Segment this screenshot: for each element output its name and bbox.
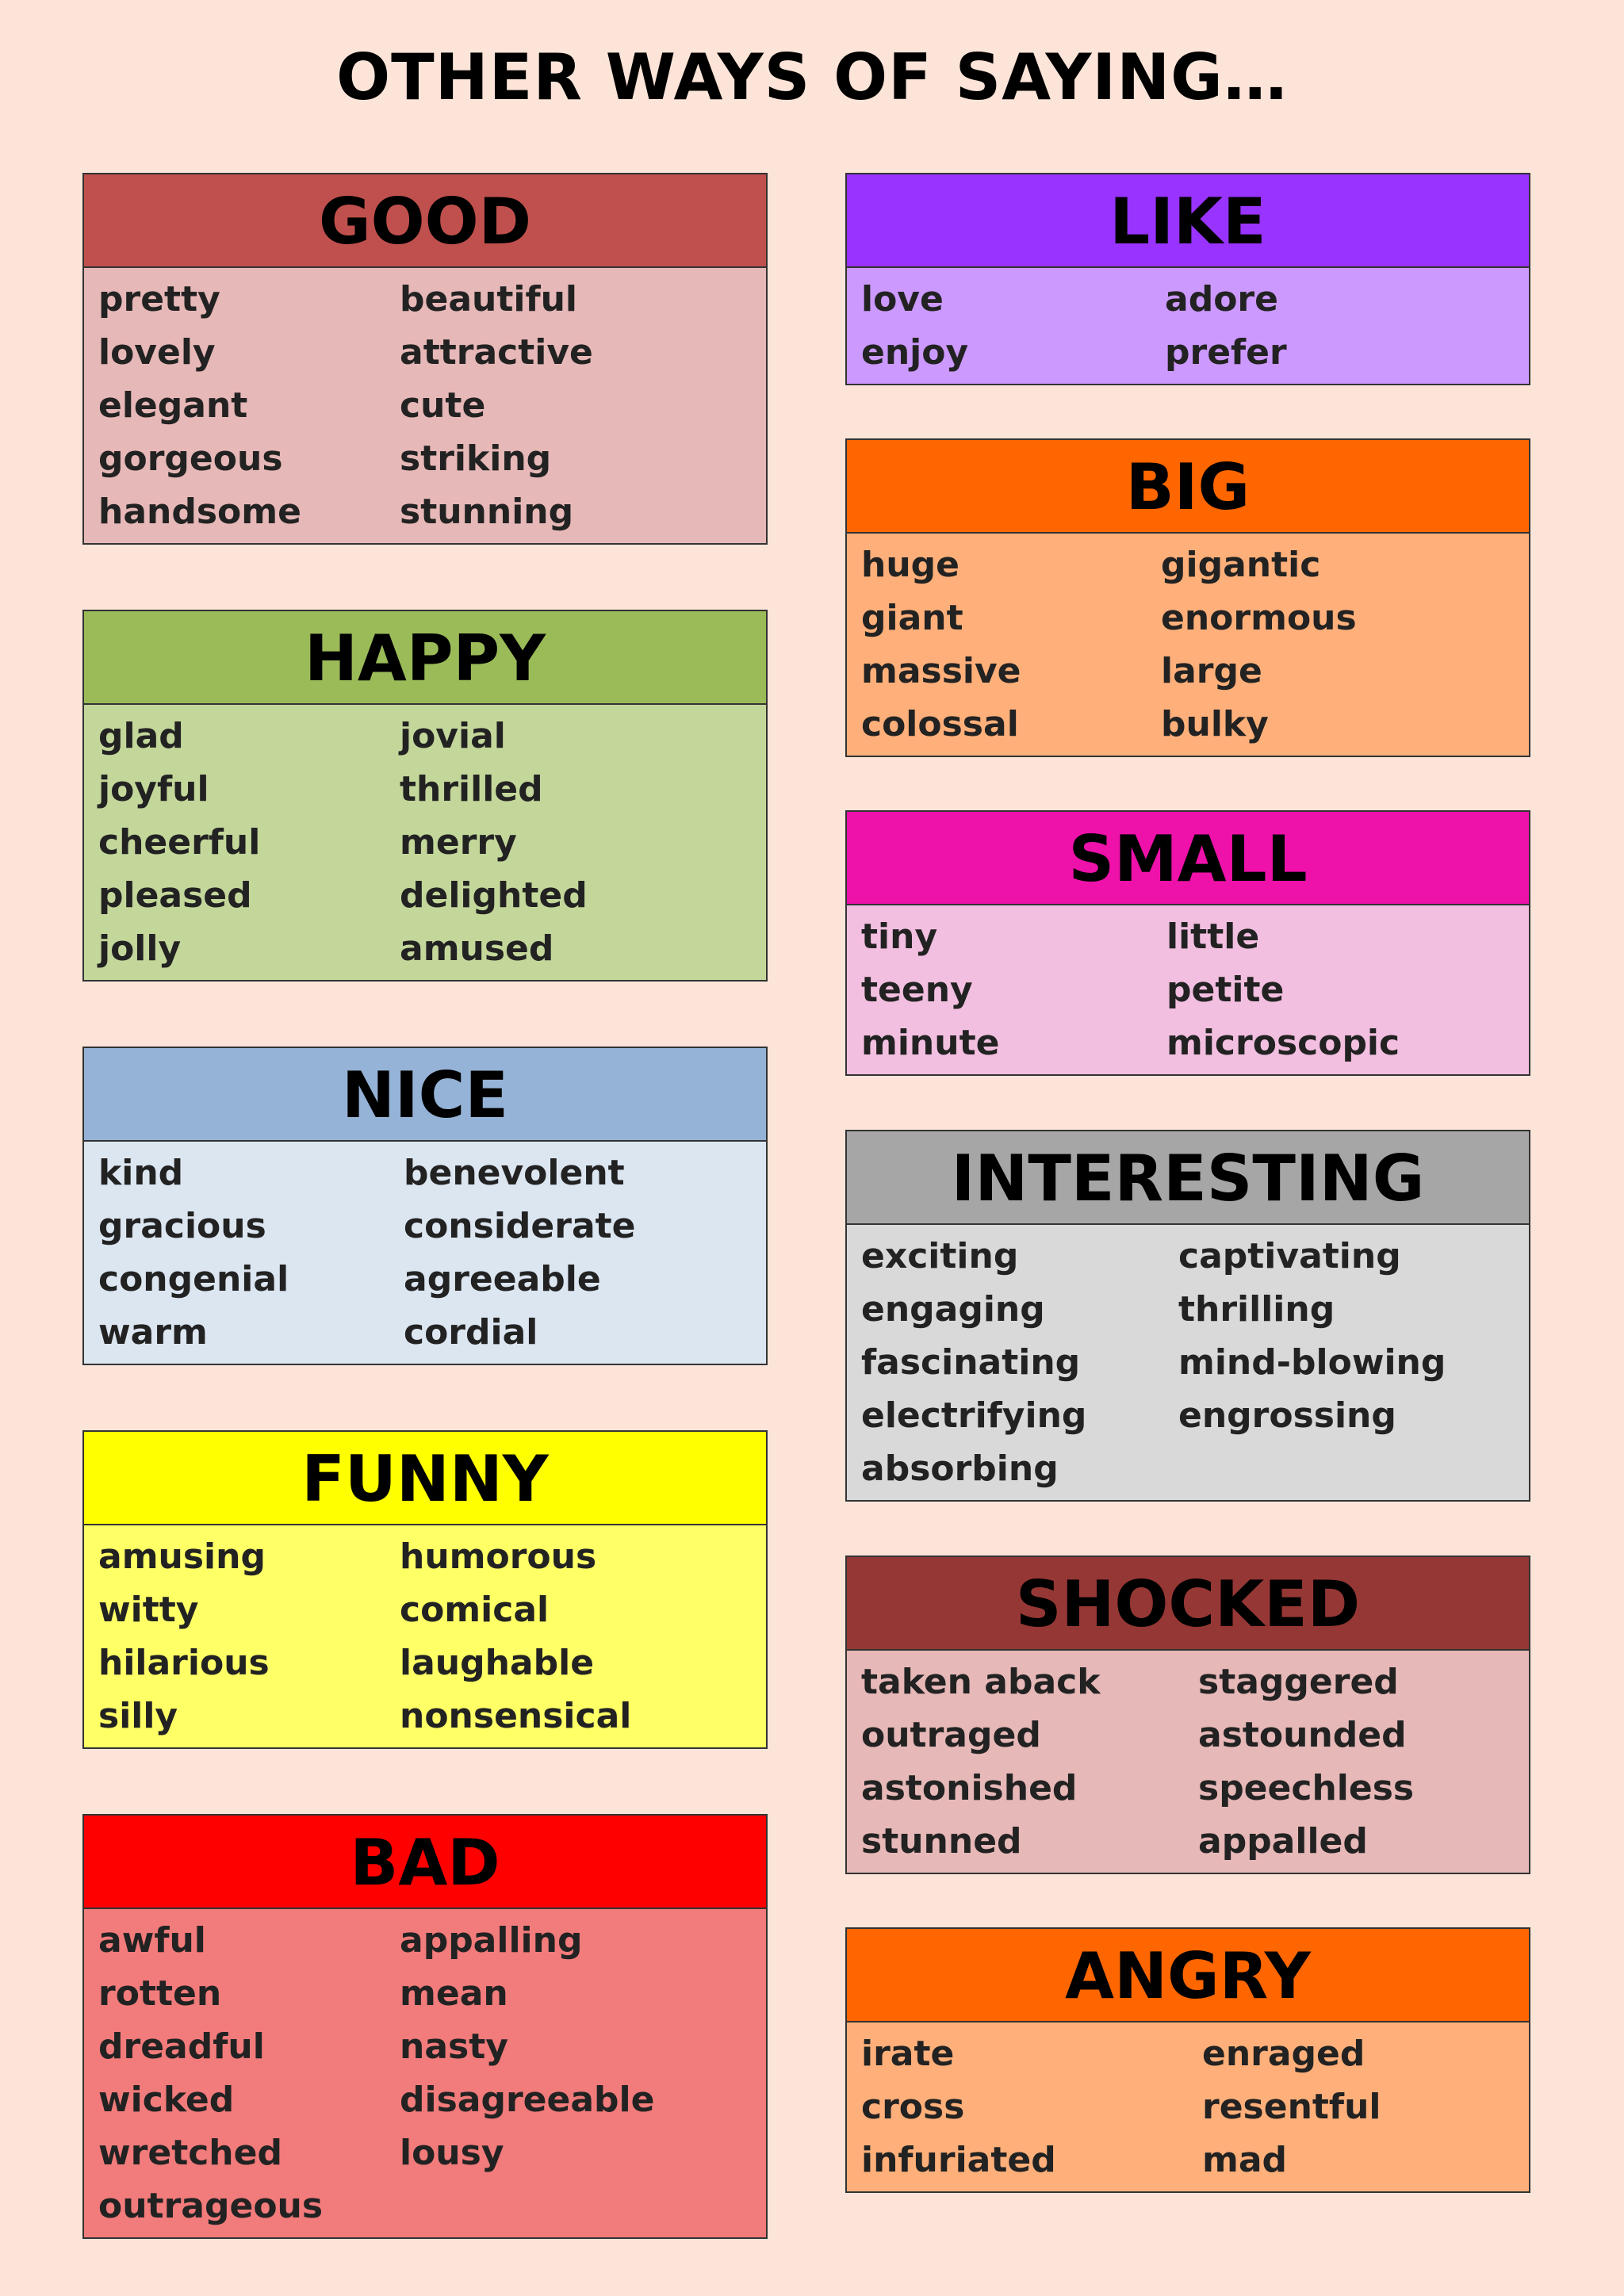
word-row bbox=[98, 869, 766, 922]
word-row bbox=[98, 1967, 766, 2020]
synonym-word: pleased bbox=[98, 874, 252, 916]
synonym-word: colossal bbox=[861, 703, 1019, 744]
card-interesting bbox=[845, 1130, 1530, 1502]
synonym-word: outraged bbox=[861, 1714, 1041, 1755]
word-row bbox=[98, 1583, 766, 1636]
synonym-word: lousy bbox=[400, 2132, 504, 2173]
synonym-word: benevolent bbox=[404, 1152, 625, 1193]
word-row bbox=[861, 2027, 1529, 2080]
card-heading-big: BIG bbox=[847, 440, 1529, 534]
synonym-word: hilarious bbox=[98, 1642, 270, 1683]
word-row bbox=[861, 1815, 1529, 1868]
card-body-shocked bbox=[847, 1651, 1529, 1873]
synonym-word: huge bbox=[861, 544, 959, 585]
word-row bbox=[861, 591, 1529, 645]
card-nice bbox=[82, 1047, 768, 1365]
synonym-word: beautiful bbox=[400, 278, 578, 320]
word-row bbox=[98, 379, 766, 432]
synonym-word: considerate bbox=[404, 1205, 636, 1246]
synonym-word: glad bbox=[98, 715, 184, 756]
synonym-word: attractive bbox=[400, 331, 593, 373]
synonym-word: wicked bbox=[98, 2079, 235, 2120]
synonym-word: awful bbox=[98, 1919, 206, 1961]
synonym-word: giant bbox=[861, 597, 963, 638]
synonym-word: petite bbox=[1166, 969, 1285, 1010]
card-body-happy bbox=[84, 705, 766, 980]
synonym-word: gracious bbox=[98, 1205, 266, 1246]
synonym-word: prefer bbox=[1165, 331, 1287, 373]
word-row bbox=[98, 710, 766, 763]
word-row bbox=[861, 1336, 1529, 1389]
card-happy bbox=[82, 610, 768, 982]
word-row bbox=[98, 1530, 766, 1583]
synonym-word: bulky bbox=[1161, 703, 1269, 744]
synonym-word: mean bbox=[400, 1973, 508, 2014]
word-row bbox=[98, 1146, 766, 1200]
card-heading-good: GOOD bbox=[84, 174, 766, 268]
word-row bbox=[98, 2020, 766, 2073]
card-heading-happy: HAPPY bbox=[84, 611, 766, 705]
synonym-word: disagreeable bbox=[400, 2079, 655, 2120]
word-row bbox=[861, 645, 1529, 698]
synonym-word: kind bbox=[98, 1152, 184, 1193]
word-row bbox=[861, 698, 1529, 751]
synonym-word: jolly bbox=[98, 928, 182, 969]
word-row bbox=[98, 2179, 766, 2233]
synonym-word: fascinating bbox=[861, 1341, 1081, 1383]
synonym-word: exciting bbox=[861, 1235, 1019, 1276]
synonym-word: large bbox=[1161, 650, 1262, 691]
synonym-word: silly bbox=[98, 1695, 178, 1736]
word-row bbox=[98, 2073, 766, 2126]
synonym-word: absorbing bbox=[861, 1448, 1059, 1489]
synonym-word: handsome bbox=[98, 491, 301, 532]
card-body-big bbox=[847, 534, 1529, 756]
synonym-word: agreeable bbox=[404, 1258, 601, 1299]
synonym-word: love bbox=[861, 278, 944, 320]
card-body-small bbox=[847, 905, 1529, 1074]
word-row bbox=[861, 2080, 1529, 2133]
synonym-word: appalling bbox=[400, 1919, 583, 1961]
card-body-funny bbox=[84, 1525, 766, 1747]
synonym-word: nasty bbox=[400, 2026, 508, 2067]
synonym-word: stunned bbox=[861, 1820, 1022, 1862]
synonym-word: adore bbox=[1165, 278, 1278, 320]
card-small bbox=[845, 810, 1530, 1076]
synonym-word: astounded bbox=[1198, 1714, 1407, 1755]
word-row bbox=[861, 1230, 1529, 1283]
synonym-word: massive bbox=[861, 650, 1021, 691]
card-good bbox=[82, 173, 768, 545]
synonym-word: enraged bbox=[1202, 2033, 1365, 2074]
card-heading-interesting: INTERESTING bbox=[847, 1131, 1529, 1225]
synonym-word: joyful bbox=[98, 768, 209, 809]
synonym-word: minute bbox=[861, 1022, 1000, 1063]
card-body-angry bbox=[847, 2022, 1529, 2191]
word-row bbox=[861, 1762, 1529, 1815]
synonym-word: humorous bbox=[400, 1536, 597, 1577]
word-row bbox=[98, 816, 766, 869]
synonym-word: teeny bbox=[861, 969, 973, 1010]
card-big bbox=[845, 438, 1530, 757]
synonym-word: appalled bbox=[1198, 1820, 1368, 1862]
synonym-word: mind-blowing bbox=[1178, 1341, 1446, 1383]
card-heading-like: LIKE bbox=[847, 174, 1529, 268]
card-angry bbox=[845, 1927, 1530, 2193]
page-title: OTHER WAYS OF SAYING… bbox=[336, 40, 1288, 114]
synonym-word: merry bbox=[400, 821, 517, 863]
synonym-word: thrilling bbox=[1178, 1288, 1335, 1330]
synonym-word: enormous bbox=[1161, 597, 1357, 638]
synonym-word: resentful bbox=[1202, 2086, 1381, 2127]
card-heading-angry: ANGRY bbox=[847, 1929, 1529, 2022]
card-bad bbox=[82, 1814, 768, 2239]
word-row bbox=[861, 910, 1529, 963]
synonym-word: mad bbox=[1202, 2139, 1288, 2180]
word-row bbox=[861, 1709, 1529, 1762]
synonym-word: thrilled bbox=[400, 768, 543, 809]
synonym-word: staggered bbox=[1198, 1661, 1399, 1702]
word-row bbox=[98, 273, 766, 326]
card-heading-small: SMALL bbox=[847, 812, 1529, 905]
synonym-word: nonsensical bbox=[400, 1695, 632, 1736]
word-row bbox=[861, 2133, 1529, 2187]
card-shocked bbox=[845, 1556, 1530, 1874]
word-row bbox=[861, 1655, 1529, 1709]
synonym-word: astonished bbox=[861, 1767, 1078, 1808]
synonym-word: delighted bbox=[400, 874, 588, 916]
word-row bbox=[98, 1200, 766, 1253]
synonym-word: captivating bbox=[1178, 1235, 1401, 1276]
synonym-word: infuriated bbox=[861, 2139, 1056, 2180]
synonym-word: comical bbox=[400, 1589, 550, 1630]
word-row bbox=[98, 432, 766, 485]
card-body-like bbox=[847, 268, 1529, 384]
synonym-word: amusing bbox=[98, 1536, 266, 1577]
word-row bbox=[861, 1389, 1529, 1442]
synonym-word: warm bbox=[98, 1311, 208, 1353]
card-body-good bbox=[84, 268, 766, 543]
synonym-word: stunning bbox=[400, 491, 574, 532]
synonym-word: rotten bbox=[98, 1973, 222, 2014]
word-row bbox=[98, 1253, 766, 1306]
word-row bbox=[861, 538, 1529, 591]
synonym-word: engrossing bbox=[1178, 1395, 1396, 1436]
synonym-word: tiny bbox=[861, 916, 938, 957]
synonym-word: dreadful bbox=[98, 2026, 265, 2067]
synonym-word: speechless bbox=[1198, 1767, 1415, 1808]
synonym-word: elegant bbox=[98, 385, 248, 426]
synonym-word: witty bbox=[98, 1589, 199, 1630]
word-row bbox=[861, 273, 1529, 326]
word-row bbox=[98, 2126, 766, 2179]
synonym-word: enjoy bbox=[861, 331, 969, 373]
word-row bbox=[98, 1636, 766, 1689]
synonym-word: little bbox=[1166, 916, 1260, 957]
synonym-word: striking bbox=[400, 438, 552, 479]
word-row bbox=[98, 1306, 766, 1359]
synonym-word: amused bbox=[400, 928, 554, 969]
word-row bbox=[861, 1283, 1529, 1336]
word-row bbox=[98, 763, 766, 816]
synonym-word: engaging bbox=[861, 1288, 1045, 1330]
synonym-word: wretched bbox=[98, 2132, 282, 2173]
synonym-word: outrageous bbox=[98, 2185, 324, 2226]
card-funny bbox=[82, 1430, 768, 1749]
synonym-word: cross bbox=[861, 2086, 965, 2127]
word-row bbox=[98, 1914, 766, 1967]
card-heading-nice: NICE bbox=[84, 1048, 766, 1142]
synonym-word: laughable bbox=[400, 1642, 595, 1683]
card-like bbox=[845, 173, 1530, 385]
synonym-word: microscopic bbox=[1166, 1022, 1400, 1063]
card-heading-bad: BAD bbox=[84, 1816, 766, 1909]
synonym-word: lovely bbox=[98, 331, 216, 373]
synonym-word: cordial bbox=[404, 1311, 538, 1353]
synonym-word: jovial bbox=[400, 715, 506, 756]
word-row bbox=[861, 1442, 1529, 1495]
synonym-word: taken aback bbox=[861, 1661, 1101, 1702]
synonym-word: cute bbox=[400, 385, 486, 426]
synonym-word: congenial bbox=[98, 1258, 289, 1299]
word-row bbox=[98, 485, 766, 538]
word-row bbox=[98, 326, 766, 379]
card-heading-funny: FUNNY bbox=[84, 1432, 766, 1525]
card-body-bad bbox=[84, 1909, 766, 2237]
word-row bbox=[98, 1689, 766, 1743]
card-body-interesting bbox=[847, 1225, 1529, 1500]
word-row bbox=[861, 963, 1529, 1016]
synonym-word: gorgeous bbox=[98, 438, 283, 479]
card-body-nice bbox=[84, 1142, 766, 1364]
synonym-word: irate bbox=[861, 2033, 955, 2074]
synonym-word: pretty bbox=[98, 278, 220, 320]
word-row bbox=[861, 1016, 1529, 1070]
word-row bbox=[861, 326, 1529, 379]
synonym-word: cheerful bbox=[98, 821, 261, 863]
synonym-word: electrifying bbox=[861, 1395, 1087, 1436]
word-row bbox=[98, 922, 766, 975]
synonym-word: gigantic bbox=[1161, 544, 1321, 585]
card-heading-shocked: SHOCKED bbox=[847, 1557, 1529, 1651]
